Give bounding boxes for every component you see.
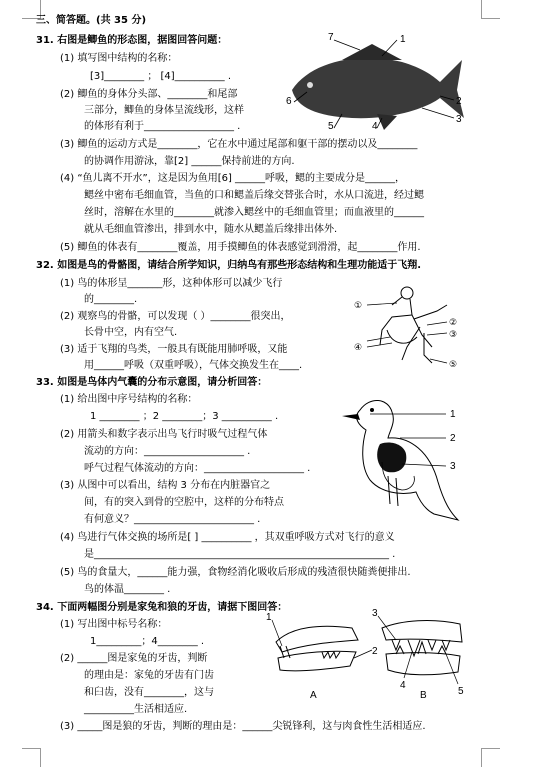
q33-part-2: (2) 用箭头和数字表示出鸟飞行时吸气过程气体	[60, 429, 268, 440]
fish-label: 5	[328, 121, 334, 130]
bird-skeleton-figure	[352, 275, 472, 373]
bone-label: ③	[449, 330, 458, 340]
fish-label: 1	[400, 34, 406, 45]
q33-part-2-line3: 呼气过程气体流动的方向：____________________ .	[84, 463, 311, 474]
q34-part-1-blanks: 1_________；4________ .	[90, 636, 205, 647]
question-33-stem: 33. 如图是鸟体内气囊的分布示意图，请分析回答：	[36, 377, 268, 388]
q32-part-1-line2: 的________.	[84, 294, 138, 305]
fish-label: 4	[372, 121, 378, 130]
q32-part-2: (2) 观察鸟的骨骼，可以发现（ ）________很突出，	[60, 311, 291, 322]
crop-mark	[22, 748, 41, 767]
q31-part-4-line4: 就从毛细血管渗出，排到水中，随水从鳃盖后缘排出体外.	[84, 224, 338, 235]
tooth-label: 3	[372, 608, 378, 619]
q31-part-2-line2: 三部分，鲫鱼的身体呈流线形，这样	[84, 105, 244, 116]
q31-part-3-line2: 的协调作用游泳，靠[2] ______保持前进的方向.	[84, 156, 295, 167]
question-32-stem: 32. 如图是鸟的骨骼图，请结合所学知识，归纳鸟有那些形态结构和生理功能适于飞翔.	[36, 260, 421, 271]
question-31-stem: 31. 右图是鲫鱼的形态图，据图回答问题：	[36, 35, 228, 46]
q33-part-1: (1) 给出图中序号结构的名称：	[60, 394, 198, 405]
crop-mark	[481, 0, 500, 19]
bone-label: ①	[354, 301, 363, 311]
q32-part-3-line2: 用______呼吸（双重呼吸），气体交换发生在____.	[84, 360, 303, 371]
bird-air-sac-figure	[330, 392, 470, 524]
q33-part-5: (5) 鸟的食量大，______能力强，食物经消化吸收后形成的残渣很快随粪便排出.	[60, 567, 411, 578]
bone-label: ⑤	[449, 360, 458, 370]
q31-part-1: (1) 填写图中结构的名称：	[60, 53, 178, 64]
q32-part-3: (3) 适于飞翔的鸟类，一般具有既能用肺呼吸，又能	[60, 344, 288, 355]
tooth-label: 2	[372, 646, 378, 657]
fish-label: 6	[286, 96, 292, 107]
air-sac-label: 3	[450, 461, 456, 472]
q32-part-2-line2: 长骨中空，内有空气.	[84, 327, 178, 338]
crop-mark	[481, 748, 500, 767]
q31-part-2: (2) 鲫鱼的身体分头部、________和尾部	[60, 89, 238, 100]
q33-part-2-line2: 流动的方向：____________________ .	[84, 446, 251, 457]
q31-part-4-line2: 鳃丝中密布毛细血管，当鱼的口和鳃盖后缘交替张合时，水从口流进，经过鳃	[84, 190, 424, 201]
teeth-figure	[262, 606, 472, 700]
bone-label: ④	[354, 343, 363, 353]
q33-part-1-blanks: 1 ________ ；2 ________；3 __________ .	[90, 411, 279, 422]
q33-part-3-line3: 有何意义？________________________ .	[84, 514, 261, 525]
fish-label: 2	[456, 96, 462, 107]
figure-a-label: A	[310, 690, 317, 700]
q34-part-2: (2) ______图是家兔的牙齿，判断	[60, 653, 208, 664]
bone-label: ②	[449, 318, 458, 328]
q32-part-1: (1) 鸟的体形呈_______形，这种体形可以减少飞行	[60, 278, 283, 289]
fish-label: 7	[328, 32, 334, 43]
tooth-label: 1	[266, 612, 272, 623]
fish-label: 3	[456, 114, 462, 125]
q34-part-3: (3) _____图是狼的牙齿，判断的理由是：______尖锐锋利，这与肉食性生活相适应.	[60, 721, 426, 732]
q34-part-2-line4: __________生活相适应.	[84, 704, 188, 715]
figure-b-label: B	[420, 690, 427, 700]
tooth-label: 4	[400, 680, 406, 691]
q33-part-5-line2: 鸟的体温________ .	[84, 584, 171, 595]
q31-part-4: (4) “鱼儿离不开水”，这是因为鱼用[6] ______呼吸，鳃的主要成分是______，	[60, 173, 406, 184]
q34-part-2-line3: 和臼齿，没有________，这与	[84, 687, 214, 698]
q33-part-4: (4) 鸟进行气体交换的场所是[ ] __________ ，其双重呼吸方式对飞行的意义	[60, 532, 395, 543]
air-sac-label: 1	[450, 409, 456, 420]
q33-part-3-line2: 间，有的突入到骨的空腔中，这样的分布特点	[84, 497, 284, 508]
q31-part-5: (5) 鲫鱼的体表有________覆盖，用手摸鲫鱼的体表感觉到滑滑，起________作用.	[60, 242, 421, 253]
q33-part-4-line2: 是___________________________________________________________ .	[84, 549, 396, 560]
q34-part-1: (1) 写出图中标号名称：	[60, 619, 168, 630]
air-sac-label: 2	[450, 433, 456, 444]
q31-part-2-line3: 的体形有利于__________________ .	[84, 121, 241, 132]
fish-figure	[272, 30, 472, 130]
section-title: 三、简答题。(共 35 分)	[36, 15, 147, 26]
q31-part-1-blanks: [3]________ ； [4]__________ .	[90, 71, 232, 82]
q34-part-2-line2: 的理由是：家兔的牙齿有门齿	[84, 670, 214, 681]
tooth-label: 5	[458, 686, 464, 697]
question-34-stem: 34. 下面两幅图分别是家兔和狼的牙齿，请据下图回答：	[36, 602, 288, 613]
q31-part-4-line3: 丝时，溶解在水里的________就渗入鳃丝中的毛细血管里；而血液里的______	[84, 207, 424, 218]
q31-part-3: (3) 鲫鱼的运动方式是________，它在水中通过尾部和躯干部的摆动以及________	[60, 139, 418, 150]
q33-part-3: (3) 从图中可以看出，结构 3 分布在内脏器官之	[60, 480, 271, 491]
